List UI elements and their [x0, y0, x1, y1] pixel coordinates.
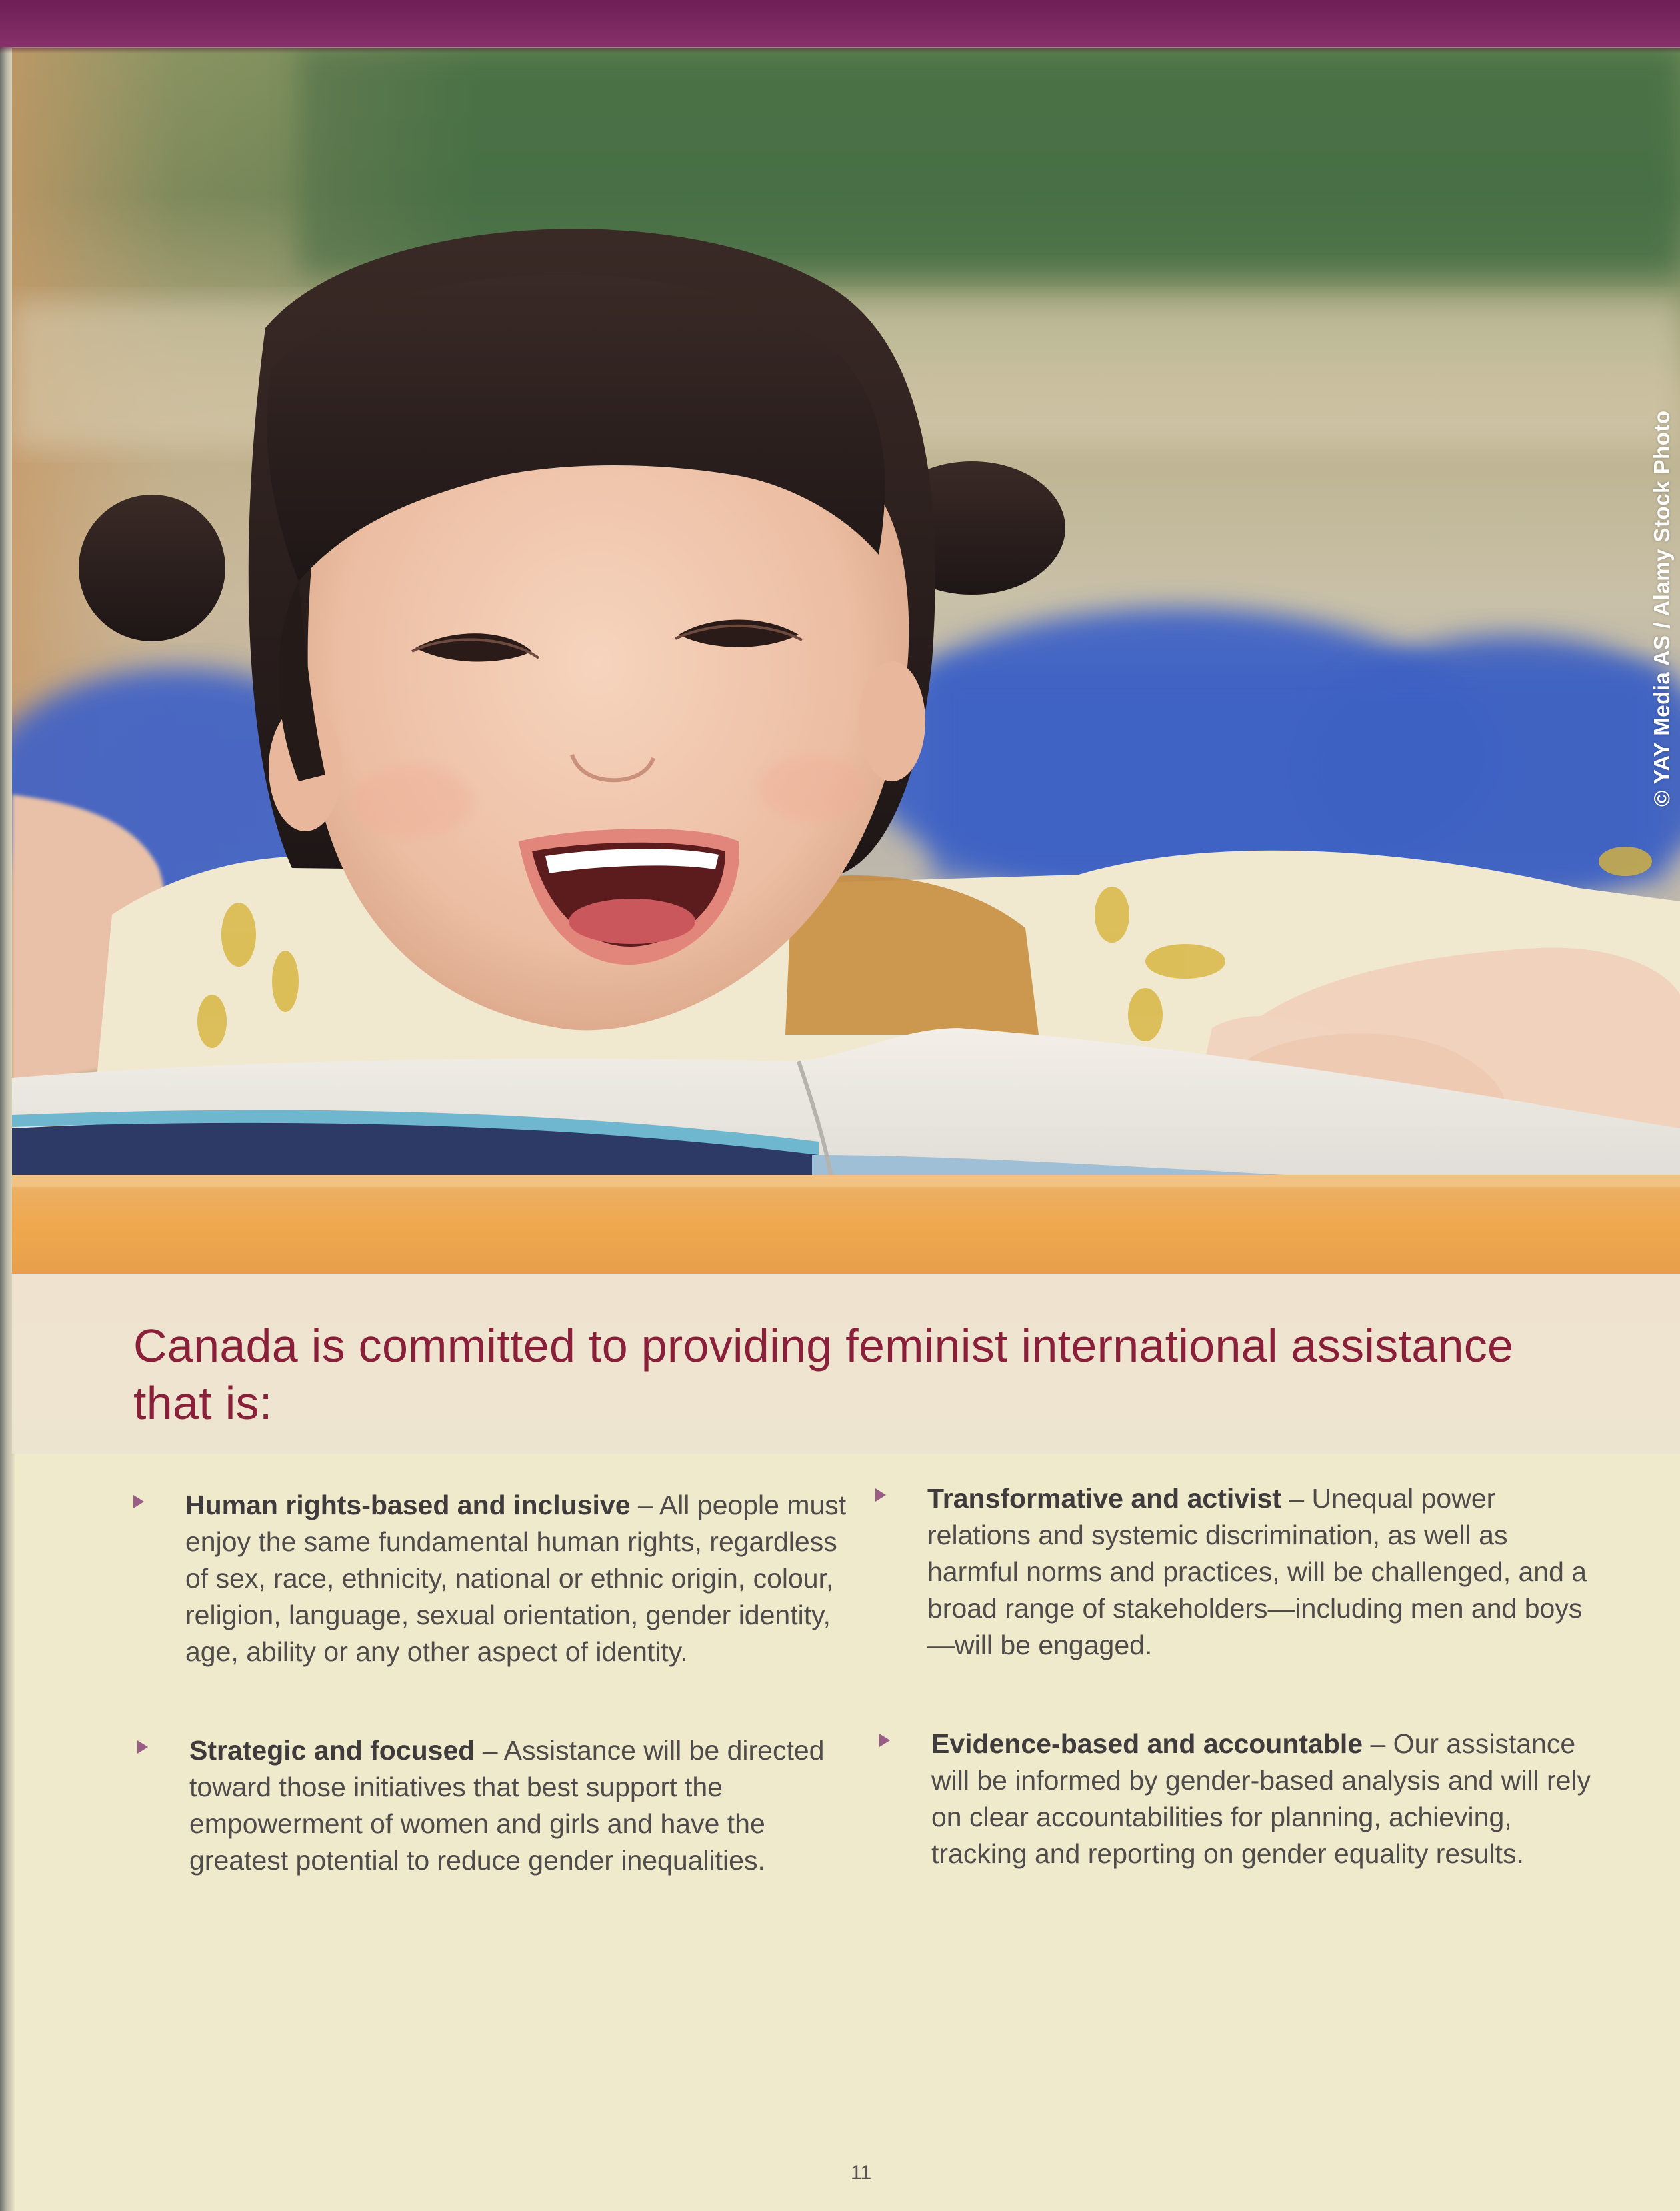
section-heading: Canada is committed to providing feminist international assistance that is:	[133, 1320, 1514, 1429]
principle-title: Human rights-based and inclusive	[185, 1490, 631, 1520]
triangle-bullet-icon	[875, 1488, 886, 1502]
hero-photo	[12, 48, 1680, 1274]
triangle-bullet-icon	[137, 1740, 148, 1754]
top-accent-band	[0, 0, 1680, 47]
principle-title: Evidence-based and accountable	[931, 1728, 1363, 1759]
triangle-bullet-icon	[133, 1495, 144, 1508]
principle-title: Strategic and focused	[189, 1735, 475, 1766]
principle-item	[133, 1487, 847, 1707]
principle-body: – Our assistance will be informed by gender-based analysis and will rely on clear accountabilities for planning, achieving, tracking and reporting on gender equality results.	[931, 1728, 1591, 1869]
principle-item	[875, 1726, 1591, 1912]
principle-body: – Assistance will be directed toward those initiatives that best support the empowerment of women and girls and have the greatest potential to reduce gender inequalities.	[189, 1735, 825, 1876]
triangle-bullet-icon	[879, 1734, 890, 1747]
principle-body: – Unequal power relations and systemic discrimination, as well as harmful norms and practices, will be challenged, and a broad range of stakeholders—including men and boys—will be engaged.	[927, 1483, 1587, 1660]
principle-title: Transformative and activist	[927, 1483, 1281, 1514]
principle-body: – All people must enjoy the same fundamental human rights, regardless of sex, race, ethnicity, national or ethnic origin, colour, religion, language, sexual orientation, gender identity, age, ability or any other aspect of identity.	[185, 1490, 847, 1667]
principle-item	[875, 1480, 1587, 1700]
page-number: 11	[851, 2162, 872, 2184]
top-accent-band-shadow	[0, 47, 1680, 53]
photo-credit	[1641, 373, 1680, 807]
photo-credit-text: © YAY Media AS / Alamy Stock Photo	[1649, 410, 1674, 807]
principle-item	[133, 1732, 825, 1919]
